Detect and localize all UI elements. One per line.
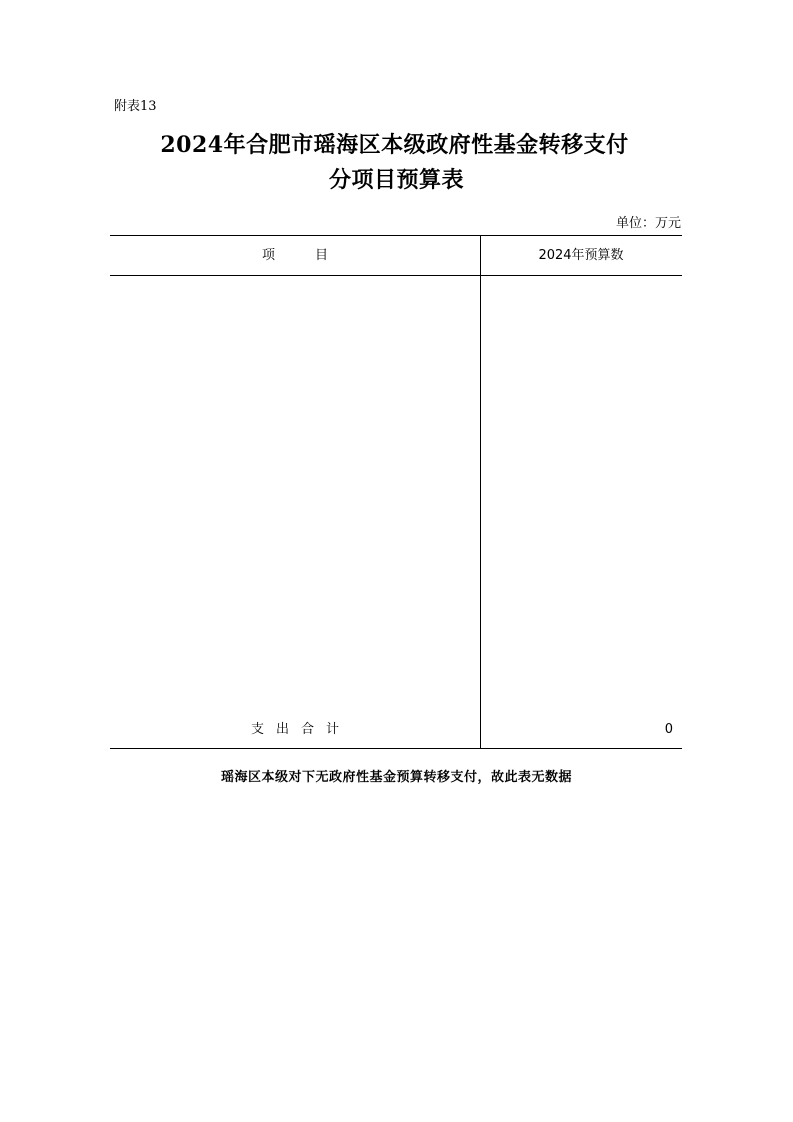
total-value: 0 bbox=[664, 722, 673, 737]
header-amount: 2024年预算数 bbox=[538, 248, 624, 263]
column-divider bbox=[480, 236, 481, 748]
page-subtitle: 分项目预算表 bbox=[328, 167, 464, 193]
attachment-label: 附表13 bbox=[114, 99, 157, 114]
budget-table bbox=[110, 235, 682, 749]
footnote: 瑶海区本级对下无政府性基金预算转移支付，故此表无数据 bbox=[220, 770, 572, 785]
unit-label: 单位：万元 bbox=[615, 216, 681, 231]
page-title: 2024年合肥市瑶海区本级政府性基金转移支付 bbox=[160, 132, 629, 158]
table-total-row bbox=[110, 712, 682, 748]
table-header-row bbox=[110, 236, 682, 276]
header-item: 项目 bbox=[261, 248, 368, 263]
total-label: 支出合计 bbox=[250, 722, 351, 737]
